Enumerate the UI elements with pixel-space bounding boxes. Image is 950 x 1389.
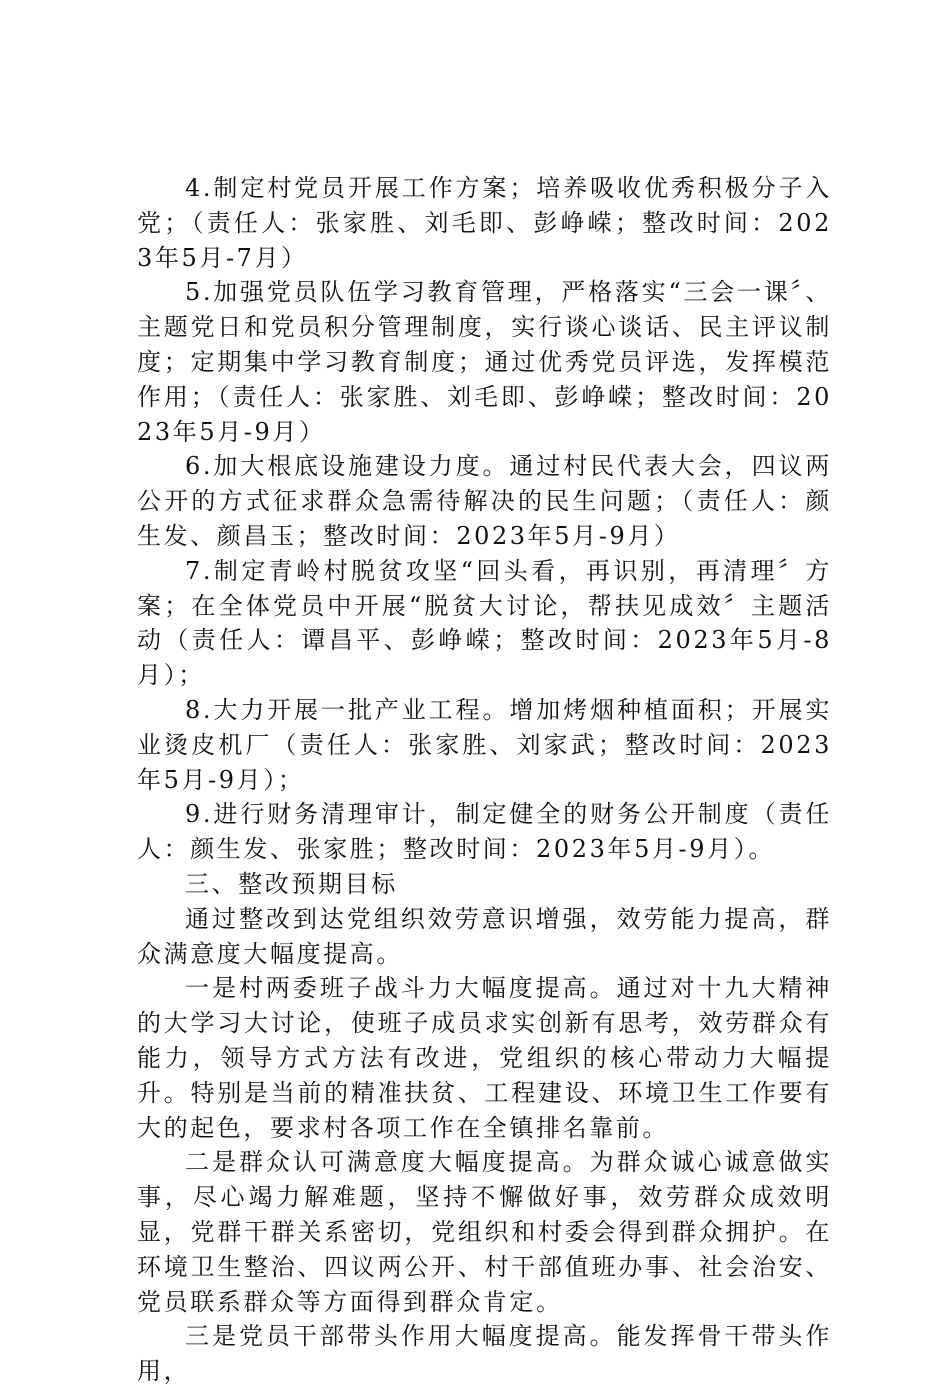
paragraph-item-7: 7.制定青岭村脱贫攻坚“回头看，再识别，再清理〞方案；在全体党员中开展“脱贫大讨论，帮扶见成效〞主题活动（责任人：谭昌平、彭峥嵘；整改时间：2023年5月-8月）； [137, 556, 832, 690]
paragraph-item-5: 5.加强党员队伍学习教育管理，严格落实“三会一课〞、主题党日和党员积分管理制度，实行谈心谈话、民主评议制度；定期集中学习教育制度；通过优秀党员评选，发挥模范作用；（责任人：张家胜、刘毛即、彭峥嵘；整改时间：2023年5月-9月） [137, 278, 832, 446]
paragraph-item-4: 4.制定村党员开展工作方案；培养吸收优秀积极分子入党；（责任人：张家胜、刘毛即、彭峥嵘；整改时间：2023年5月-7月） [137, 174, 832, 272]
goal-three: 三是党员干部带头作用大幅度提高。能发挥骨干带头作用， [137, 1322, 832, 1386]
paragraph-item-8: 8.大力开展一批产业工程。增加烤烟种植面积；开展实业烫皮机厂（责任人：张家胜、刘家武；整改时间：2023年5月-9月）； [137, 695, 832, 794]
document-body [137, 171, 832, 1389]
goal-one: 一是村两委班子战斗力大幅度提高。通过对十九大精神的大学习大讨论，使班子成员求实创新有思考，效劳群众有能力，领导方式方法有改进，党组织的核心带动力大幅提升。特别是当前的精准扶贫、工程建设、环境卫生工作要有大的起色，要求村各项工作在全镇排名靠前。 [137, 974, 832, 1142]
goal-intro: 通过整改到达党组织效劳意识增强，效劳能力提高，群众满意度大幅度提高。 [137, 904, 832, 968]
section-heading: 三、整改预期目标 [185, 869, 398, 898]
paragraph-item-6: 6.加大根底设施建设力度。通过村民代表大会，四议两公开的方式征求群众急需待解决的民生问题；（责任人：颜生发、颜昌玉；整改时间：2023年5月-9月） [137, 452, 832, 550]
goal-two: 二是群众认可满意度大幅度提高。为群众诚心诚意做实事，尽心竭力解难题，坚持不懈做好事，效劳群众成效明显，党群干群关系密切，党组织和村委会得到群众拥护。在环境卫生整治、四议两公开、村干部值班办事、社会治安、党员联系群众等方面得到群众肯定。 [137, 1148, 832, 1316]
paragraph-item-9: 9.进行财务清理审计，制定健全的财务公开制度（责任人：颜生发、张家胜；整改时间：2023年5月-9月）。 [137, 800, 832, 864]
